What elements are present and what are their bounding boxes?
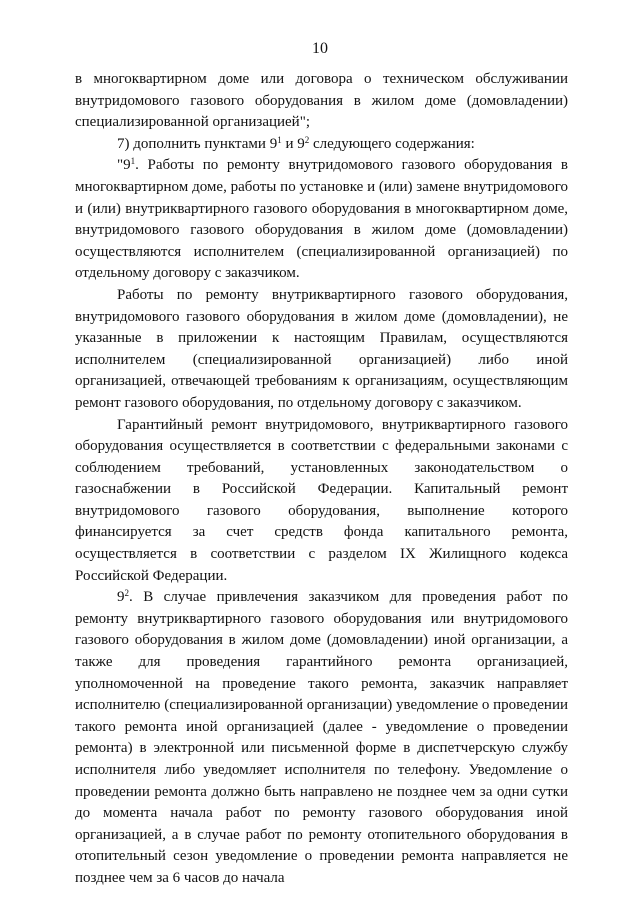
superscript-index: 1: [277, 134, 282, 145]
text-segment: в многоквартирном доме или договора о техническом обслуживании внутридомового газового оборудования в жилом доме (домовладении) специализированной организацией";: [75, 71, 568, 131]
paragraph: [75, 285, 568, 415]
superscript-index: 2: [124, 588, 129, 599]
text-segment: "9: [117, 157, 131, 174]
paragraph: [75, 587, 568, 889]
paragraph: [75, 415, 568, 588]
text-segment: Гарантийный ремонт внутридомового, внутриквартирного газового оборудования осуществляется в соответствии с федеральными законами с соблюдением требований, установленных законодательством о газоснабжении в Российской Федерации. Капитальный ремонт внутридомового газового оборудования, выполнение которого финансируется за счет средств фонда капитального ремонта, осуществляется в соответствии с разделом IX Жилищного кодекса Российской Федерации.: [75, 416, 568, 584]
text-segment: 9: [117, 589, 125, 606]
page-number: 10: [312, 40, 328, 57]
document-body: [75, 69, 568, 890]
text-segment: . В случае привлечения заказчиком для проведения работ по ремонту внутриквартирного газового оборудования или внутридомового газового оборудования в жилом доме (домовладении) иной организации, а также для проведения гарантийного ремонта организацией, уполномоченной на проведение такого ремонта, заказчик направляет исполнителю (специализированной организации) уведомление о проведении такого ремонта иной организацией (далее - уведомление о проведении ремонта) в электронной или письменной форме в диспетчерскую службу исполнителя либо уведомляет исполнителя по телефону. Уведомление о проведении ремонта должно быть направлено не позднее чем за одни сутки до момента начала работ по ремонту газового оборудования иной организацией, а в случае работ по ремонту отопительного оборудования в отопительный сезон уведомление о проведении ремонта направляется не позднее чем за 6 часов до начала: [75, 589, 569, 886]
superscript-index: 2: [304, 134, 310, 145]
paragraph: [75, 134, 568, 156]
paragraph: [75, 155, 568, 285]
text-segment: и 9: [281, 135, 305, 152]
paragraph: [75, 69, 568, 134]
text-segment: . Работы по ремонту внутридомового газового оборудования в многоквартирном доме, работы по установке и (или) замене внутридомового и (или) внутриквартирного газового оборудования в многоквартирном доме, внутридомового газового оборудования в жилом доме (домовладении) осуществляются исполнителем (специализированной организацией) по отдельному договору с заказчиком.: [75, 157, 568, 282]
superscript-index: 1: [130, 156, 136, 167]
text-segment: 7) дополнить пунктами 9: [117, 135, 278, 152]
text-segment: следующего содержания:: [309, 135, 475, 152]
text-segment: Работы по ремонту внутриквартирного газового оборудования, внутридомового газового оборудования в жилом доме (домовладении), не указанные в приложении к настоящим Правилам, осуществляются исполнителем (специализированной организацией) либо иной организацией, отвечающей требованиям к организациям, осуществляющим ремонт газового оборудования, по отдельному договору с заказчиком.: [75, 286, 568, 411]
